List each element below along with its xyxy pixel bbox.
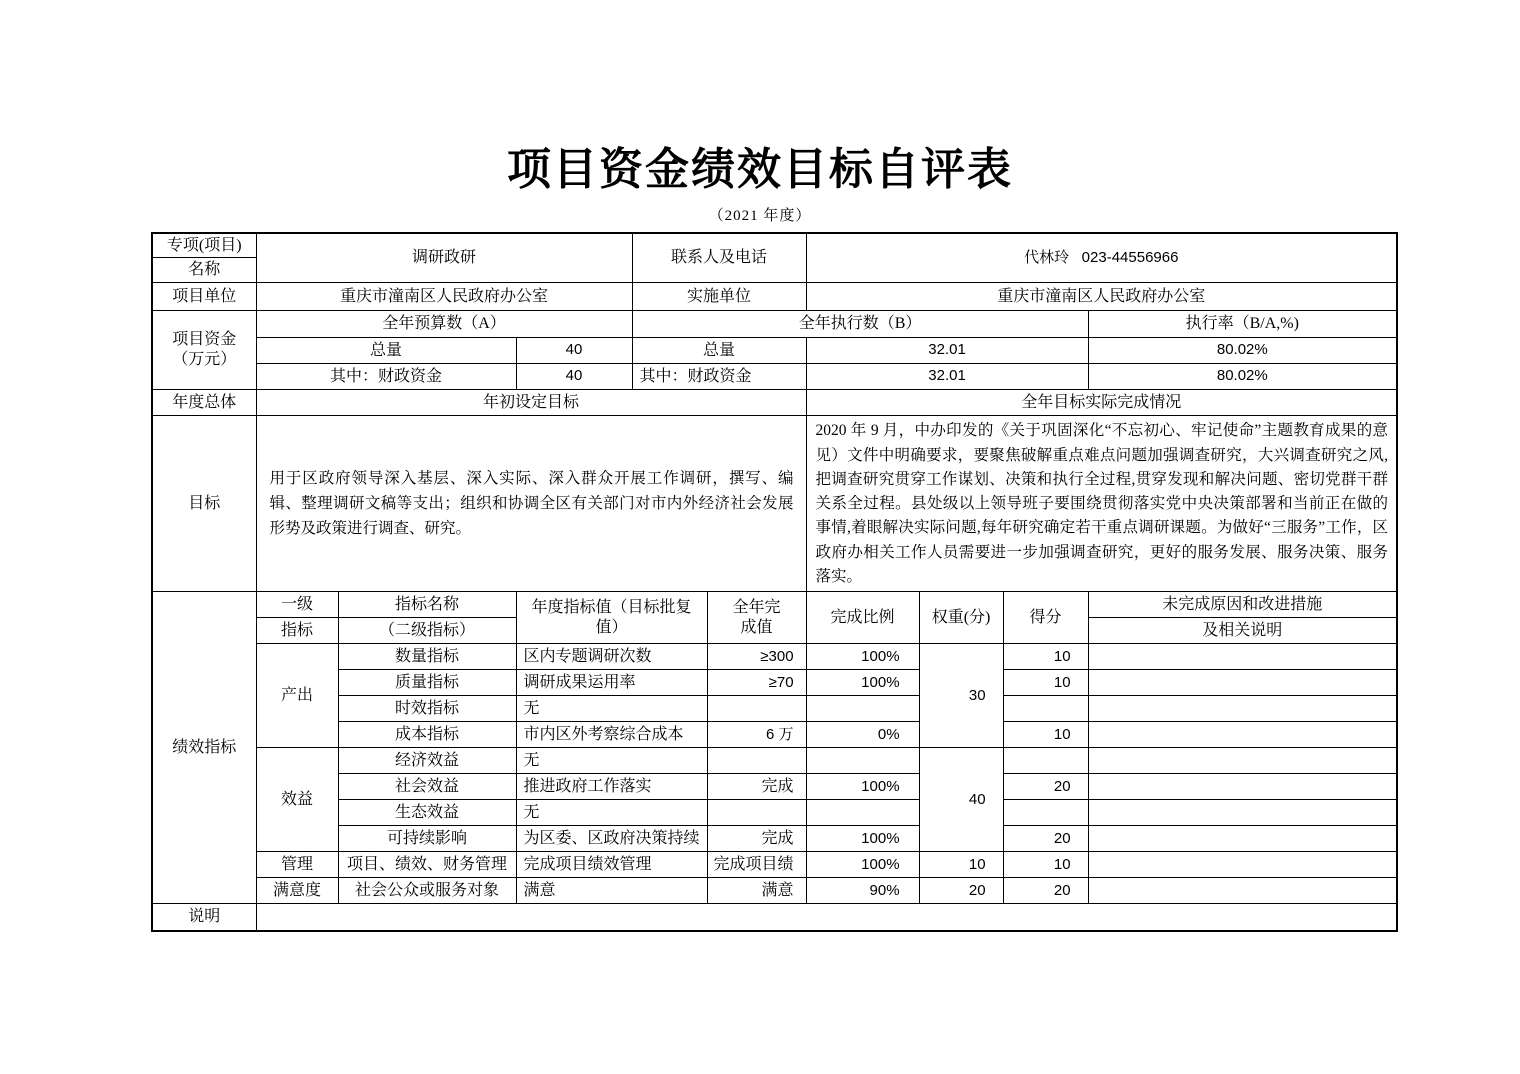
total-exec-value: 32.01 [806, 338, 1088, 364]
indicator-name-header-line1: 指标名称 [338, 592, 516, 618]
indicator-row [152, 774, 1397, 800]
weight-output: 30 [919, 644, 1003, 748]
indicator-target: 市内区外考察综合成本 [516, 722, 707, 748]
funds-label-line2: （万元） [172, 351, 237, 369]
indicator-row [152, 644, 1397, 670]
weight-management: 10 [919, 852, 1003, 878]
indicator-pct: 100% [806, 826, 919, 852]
weight-benefit: 40 [919, 748, 1003, 852]
indicator-reason [1088, 852, 1397, 878]
indicator-target: 完成项目绩效管理 [516, 852, 707, 878]
contact-value: 代林玲 023-44556966 [806, 233, 1397, 283]
indicator-score: 20 [1003, 774, 1088, 800]
indicator-score: 10 [1003, 644, 1088, 670]
indicator-target: 满意 [516, 878, 707, 904]
actual-goal-text: 2020 年 9 月，中办印发的《关于巩固深化“不忘初心、牢记使命”主题教育成果的意见）文件中明确要求，要聚焦破解重点难点问题加强调查研究，大兴调查研究之风,把调查研究贯穿工作谋划、决策和执行全过程,贯穿发现和解决问题、密切党群干群关系全过程。县处级以上领导班子要围绕贯彻落实党中央决策部署和当前正在做的事情,着眼解决实际问题,每年研究确定若干重点调研课题。为做好“三服务”工作，区政府办相关工作人员需要进一步加强调查研究，更好的服务发展、服务决策、服务落实。 [806, 416, 1397, 592]
indicator-pct: 90% [806, 878, 919, 904]
reason-header-line1: 未完成原因和改进措施 [1088, 592, 1397, 618]
indicator-reason [1088, 696, 1397, 722]
indicator-name: 项目、绩效、财务管理 [338, 852, 516, 878]
indicator-done [707, 800, 806, 826]
indicator-reason [1088, 644, 1397, 670]
indicator-pct: 100% [806, 852, 919, 878]
project-name-label-line1: 专项(项目) [152, 233, 256, 258]
indicator-score [1003, 696, 1088, 722]
indicator-pct: 100% [806, 670, 919, 696]
page-title: 项目资金绩效目标自评表 [507, 145, 1013, 194]
indicator-done: 完成 [707, 826, 806, 852]
indicator-pct: 0% [806, 722, 919, 748]
indicator-row [152, 852, 1397, 878]
indicator-done: 满意 [707, 878, 806, 904]
performance-section-label: 绩效指标 [152, 592, 256, 904]
budget-header: 全年预算数（A） [256, 311, 632, 338]
weight-header: 权重(分) [919, 592, 1003, 644]
indicator-score: 20 [1003, 826, 1088, 852]
indicator-target: 无 [516, 696, 707, 722]
impl-unit-value: 重庆市潼南区人民政府办公室 [806, 283, 1397, 311]
indicator-reason [1088, 800, 1397, 826]
indicator-done: ≥300 [707, 644, 806, 670]
indicator-name: 质量指标 [338, 670, 516, 696]
indicator-pct [806, 696, 919, 722]
indicator-pct: 100% [806, 774, 919, 800]
indicator-done [707, 748, 806, 774]
indicator-reason [1088, 826, 1397, 852]
page-subtitle: （2021 年度） [708, 207, 812, 224]
indicator-name: 社会效益 [338, 774, 516, 800]
indicator-row [152, 826, 1397, 852]
impl-unit-label: 实施单位 [632, 283, 806, 311]
indicator-target: 无 [516, 800, 707, 826]
indicator-done: 完成 [707, 774, 806, 800]
indicator-reason [1088, 774, 1397, 800]
total-label-b: 总量 [632, 338, 806, 364]
indicator-row [152, 722, 1397, 748]
reason-header-line2: 及相关说明 [1088, 618, 1397, 644]
category-management: 管理 [256, 852, 338, 878]
fiscal-label-a: 其中：财政资金 [256, 364, 516, 390]
rate-header: 执行率（B/A,%) [1088, 311, 1397, 338]
indicator-score: 10 [1003, 852, 1088, 878]
note-label: 说明 [152, 904, 256, 931]
indicator-name: 数量指标 [338, 644, 516, 670]
indicator-name: 生态效益 [338, 800, 516, 826]
indicator-done [707, 696, 806, 722]
indicator-row [152, 696, 1397, 722]
category-satisfaction: 满意度 [256, 878, 338, 904]
indicator-target: 无 [516, 748, 707, 774]
indicator-score: 20 [1003, 878, 1088, 904]
indicator-row [152, 670, 1397, 696]
fiscal-exec-value: 32.01 [806, 364, 1088, 390]
set-goal-text: 用于区政府领导深入基层、深入实际、深入群众开展工作调研，撰写、编辑、整理调研文稿等支出；组织和协调全区有关部门对市内外经济社会发展形势及政策进行调查、研究。 [256, 416, 806, 592]
actual-goal-header: 全年目标实际完成情况 [806, 390, 1397, 416]
score-header: 得分 [1003, 592, 1088, 644]
weight-satisfaction: 20 [919, 878, 1003, 904]
indicator-done: 6 万 [707, 722, 806, 748]
funds-label-line1: 项目资金 [172, 331, 237, 349]
indicator-row [152, 748, 1397, 774]
project-unit-label: 项目单位 [152, 283, 256, 311]
indicator-pct [806, 748, 919, 774]
note-content [256, 904, 1397, 931]
indicator-row [152, 878, 1397, 904]
fiscal-label-b: 其中：财政资金 [632, 364, 806, 390]
indicator-target: 推进政府工作落实 [516, 774, 707, 800]
indicator-name-header-line2: （二级指标） [338, 618, 516, 644]
indicator-name: 时效指标 [338, 696, 516, 722]
indicator-name: 成本指标 [338, 722, 516, 748]
level1-header-line2: 指标 [256, 618, 338, 644]
indicator-target: 为区委、区政府决策持续 [516, 826, 707, 852]
indicator-target: 调研成果运用率 [516, 670, 707, 696]
indicator-done: ≥70 [707, 670, 806, 696]
indicator-name: 社会公众或服务对象 [338, 878, 516, 904]
indicator-target: 区内专题调研次数 [516, 644, 707, 670]
goal-label: 目标 [152, 416, 256, 592]
funds-label [152, 311, 256, 390]
indicator-reason [1088, 878, 1397, 904]
indicator-pct: 100% [806, 644, 919, 670]
pct-header: 完成比例 [806, 592, 919, 644]
exec-header: 全年执行数（B） [632, 311, 1088, 338]
indicator-name: 可持续影响 [338, 826, 516, 852]
fiscal-rate-value: 80.02% [1088, 364, 1397, 390]
indicator-row [152, 800, 1397, 826]
category-output: 产出 [256, 644, 338, 748]
self-evaluation-table [151, 232, 1398, 932]
indicator-pct [806, 800, 919, 826]
total-budget-value: 40 [516, 338, 632, 364]
done-value-header: 全年完成值 [707, 592, 806, 644]
indicator-score: 10 [1003, 670, 1088, 696]
project-name-value: 调研政研 [256, 233, 632, 283]
set-goal-header: 年初设定目标 [256, 390, 806, 416]
project-unit-value: 重庆市潼南区人民政府办公室 [256, 283, 632, 311]
indicator-name: 经济效益 [338, 748, 516, 774]
contact-label: 联系人及电话 [632, 233, 806, 283]
indicator-reason [1088, 670, 1397, 696]
indicator-reason [1088, 748, 1397, 774]
indicator-score [1003, 748, 1088, 774]
indicator-done: 完成项目绩 [707, 852, 806, 878]
category-benefit: 效益 [256, 748, 338, 852]
fiscal-budget-value: 40 [516, 364, 632, 390]
total-rate-value: 80.02% [1088, 338, 1397, 364]
annual-overall-label: 年度总体 [152, 390, 256, 416]
project-name-label-line2: 名称 [152, 258, 256, 283]
level1-header-line1: 一级 [256, 592, 338, 618]
indicator-score [1003, 800, 1088, 826]
target-value-header: 年度指标值（目标批复值） [516, 592, 707, 644]
indicator-score: 10 [1003, 722, 1088, 748]
total-label-a: 总量 [256, 338, 516, 364]
indicator-reason [1088, 722, 1397, 748]
